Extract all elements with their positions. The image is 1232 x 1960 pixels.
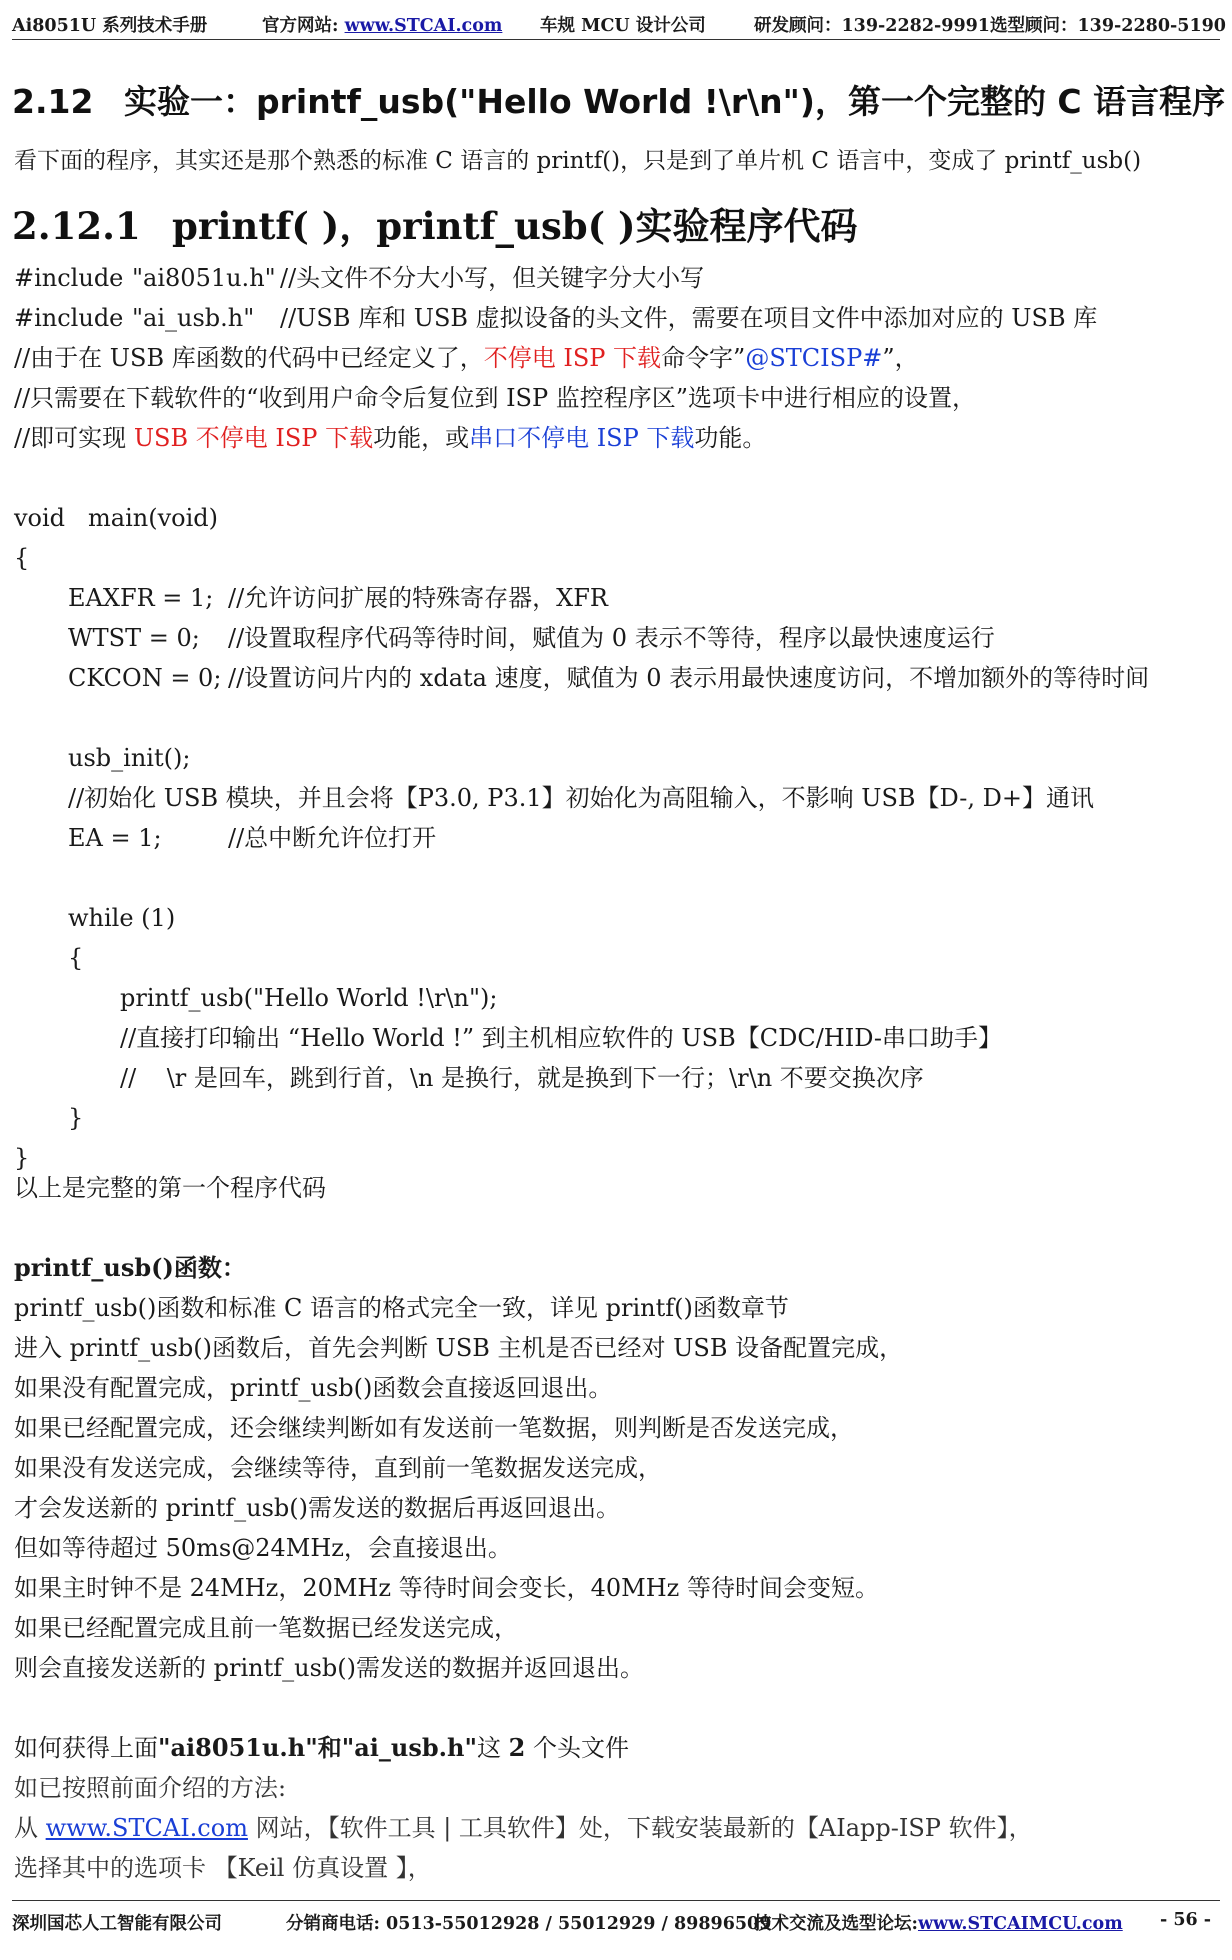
section-number: 2.12 xyxy=(12,82,94,121)
main-brace-open: { xyxy=(14,544,30,572)
howto-text: 这 xyxy=(476,1734,509,1762)
ea-line xyxy=(68,823,436,853)
footer-company: 深圳国芯人工智能有限公司 xyxy=(12,1914,222,1934)
code-statement: WTST = 0; xyxy=(68,624,200,652)
howto-line-1: 如已按照前面介绍的方法: xyxy=(14,1774,287,1802)
description-line: 才会发送新的 printf_usb()需发送的数据后再返回退出。 xyxy=(14,1494,620,1522)
usb-init-comment: //初始化 USB 模块，并且会将【P3.0, P3.1】初始化为高阻输入，不影响 USB【D-, D+】通讯 xyxy=(68,784,1094,812)
footer-divider xyxy=(12,1900,1220,1901)
description-line: printf_usb()函数和标准 C 语言的格式完全一致，详见 printf()函数章节 xyxy=(14,1294,789,1322)
code-keyword: #include xyxy=(14,264,124,292)
rd-advisor: 研发顾问：139-2282-9991 xyxy=(754,16,990,36)
main-signature xyxy=(14,503,218,533)
code-summary: 以上是完整的第一个程序代码 xyxy=(14,1174,326,1202)
printf-usb-description xyxy=(14,1293,903,1683)
include-line-2 xyxy=(14,303,1097,333)
stcai-link[interactable]: www.STCAI.com xyxy=(45,1814,248,1842)
highlight-blue: 串口不停电 ISP 下载 xyxy=(469,424,695,452)
page-header xyxy=(12,8,1226,38)
footer-forum xyxy=(754,1910,1123,1935)
code-comment: //允许访问扩展的特殊寄存器，XFR xyxy=(228,584,608,612)
description-line: 进入 printf_usb()函数后，首先会判断 USB 主机是否已经对 USB 设备配置完成， xyxy=(14,1334,904,1362)
printf-comment-2: // \r 是回车，跳到行首，\n 是换行，就是换到下一行；\r\n 不要交换次序 xyxy=(120,1064,924,1092)
while-brace-close: } xyxy=(68,1104,84,1132)
manual-title: Ai8051U 系列技术手册 xyxy=(12,16,208,36)
page-number: - 56 - xyxy=(1160,1910,1212,1930)
code-statement: EAXFR = 1; xyxy=(68,584,214,612)
ckcon-line xyxy=(68,663,1149,693)
code-keyword: #include xyxy=(14,304,124,332)
code-comment: //由于在 USB 库函数的代码中已经定义了， xyxy=(14,344,484,372)
code-comment: //设置访问片内的 xdata 速度，赋值为 0 表示用最快速度访问，不增加额外的等待时间 xyxy=(228,664,1150,692)
howto-line-2 xyxy=(14,1813,1033,1843)
footer-forum-label: 技术交流及选型论坛: xyxy=(754,1914,918,1934)
include-line-1 xyxy=(14,263,704,293)
code-string: "ai_usb.h" xyxy=(132,304,255,332)
printf-usb-heading: printf_usb()函数： xyxy=(14,1253,246,1282)
description-line: 如果已经配置完成且前一笔数据已经发送完成， xyxy=(14,1614,518,1642)
howto-filename: "ai8051u.h" xyxy=(158,1733,318,1762)
howto-text: 网站，【软件工具 | 工具软件】处，下载安装最新的【AIapp-ISP 软件】， xyxy=(247,1814,1033,1842)
code-comment: //设置取程序代码等待时间，赋值为 0 表示不等待，程序以最快速度运行 xyxy=(228,624,995,652)
section-heading xyxy=(12,76,1225,123)
description-line: 如果已经配置完成，还会继续判断如有发送前一笔数据，则判断是否发送完成， xyxy=(14,1414,854,1442)
howto-count: 2 xyxy=(508,1733,526,1762)
page-footer xyxy=(12,1906,1220,1936)
section-intro: 看下面的程序，其实还是那个熟悉的标准 C 语言的 printf()，只是到了单片机 C 语言中，变成了 printf_usb() xyxy=(14,148,1142,174)
footer-forum-link[interactable]: www.STCAIMCU.com xyxy=(917,1914,1123,1934)
code-comment: 功能。 xyxy=(694,424,767,452)
howto-filename: "ai_usb.h" xyxy=(341,1733,477,1762)
highlight-red: 不停电 ISP 下载 xyxy=(483,344,662,372)
highlight-blue: @STCISP# xyxy=(745,344,883,372)
code-comment: 命令字” xyxy=(661,344,746,372)
code-comment: //USB 库和 USB 虚拟设备的头文件，需要在项目文件中添加对应的 USB 库 xyxy=(280,304,1098,332)
subsection-number: 2.12.1 xyxy=(12,204,141,248)
description-line: 如果没有配置完成，printf_usb()函数会直接返回退出。 xyxy=(14,1374,613,1402)
code-comment: //头文件不分大小写，但关键字分大小写 xyxy=(280,264,705,292)
code-statement: CKCON = 0; xyxy=(68,664,222,692)
code-string: "ai8051u.h" xyxy=(132,264,276,292)
description-line: 但如等待超过 50ms@24MHz，会直接退出。 xyxy=(14,1534,512,1562)
comment-line-3 xyxy=(14,343,919,373)
description-line: 如果主时钟不是 24MHz，20MHz 等待时间会变长，40MHz 等待时间会变短。 xyxy=(14,1574,879,1602)
code-comment: ”， xyxy=(882,344,919,372)
selection-advisor: 选型顾问：139-2280-5190 xyxy=(990,16,1226,36)
footer-phone: 分销商电话: 0513-55012928 / 55012929 / 89896509 xyxy=(286,1914,772,1934)
code-comment: //总中断允许位打开 xyxy=(228,824,437,852)
howto-text: 从 xyxy=(14,1814,46,1842)
code-function: main(void) xyxy=(88,504,218,532)
wtst-line xyxy=(68,623,995,653)
main-brace-close: } xyxy=(14,1144,30,1172)
printf-comment-1: //直接打印输出 “Hello World !” 到主机相应软件的 USB【CDC/HID-串口助手】 xyxy=(120,1024,1002,1052)
while-brace-open: { xyxy=(68,944,84,972)
comment-line-5 xyxy=(14,423,766,453)
code-keyword: void xyxy=(14,504,66,532)
eaxfr-line xyxy=(68,583,608,613)
howto-text: 和 xyxy=(317,1733,342,1762)
usb-init-line: usb_init(); xyxy=(68,744,191,772)
howto-question xyxy=(14,1733,629,1763)
company-tagline: 车规 MCU 设计公司 xyxy=(540,16,706,36)
description-line: 则会直接发送新的 printf_usb()需发送的数据并返回退出。 xyxy=(14,1654,644,1682)
header-divider xyxy=(12,39,1220,40)
highlight-red: USB 不停电 ISP 下载 xyxy=(133,424,374,452)
official-site-label: 官方网站: xyxy=(262,16,345,36)
subsection-heading xyxy=(12,196,858,250)
subsection-title: printf( )，printf_usb( )实验程序代码 xyxy=(172,204,858,248)
description-line: 如果没有发送完成，会继续等待，直到前一笔数据发送完成， xyxy=(14,1454,662,1482)
code-comment: //即可实现 xyxy=(14,424,134,452)
while-line: while (1) xyxy=(68,904,176,932)
comment-line-4: //只需要在下载软件的“收到用户命令后复位到 ISP 监控程序区”选项卡中进行相应的设置， xyxy=(14,384,977,412)
howto-line-3: 选择其中的选项卡 【Keil 仿真设置 】， xyxy=(14,1854,432,1882)
howto-text: 个头文件 xyxy=(525,1734,629,1762)
code-comment: 功能，或 xyxy=(373,424,470,452)
code-statement: EA = 1; xyxy=(68,824,162,852)
printf-line: printf_usb("Hello World !\r\n"); xyxy=(120,984,498,1012)
howto-text: 如何获得上面 xyxy=(14,1734,158,1762)
official-site xyxy=(262,12,502,37)
official-site-link[interactable]: www.STCAI.com xyxy=(344,16,503,36)
section-title: 实验一：printf_usb("Hello World !\r\n")，第一个完整的 C 语言程序 xyxy=(124,82,1226,121)
